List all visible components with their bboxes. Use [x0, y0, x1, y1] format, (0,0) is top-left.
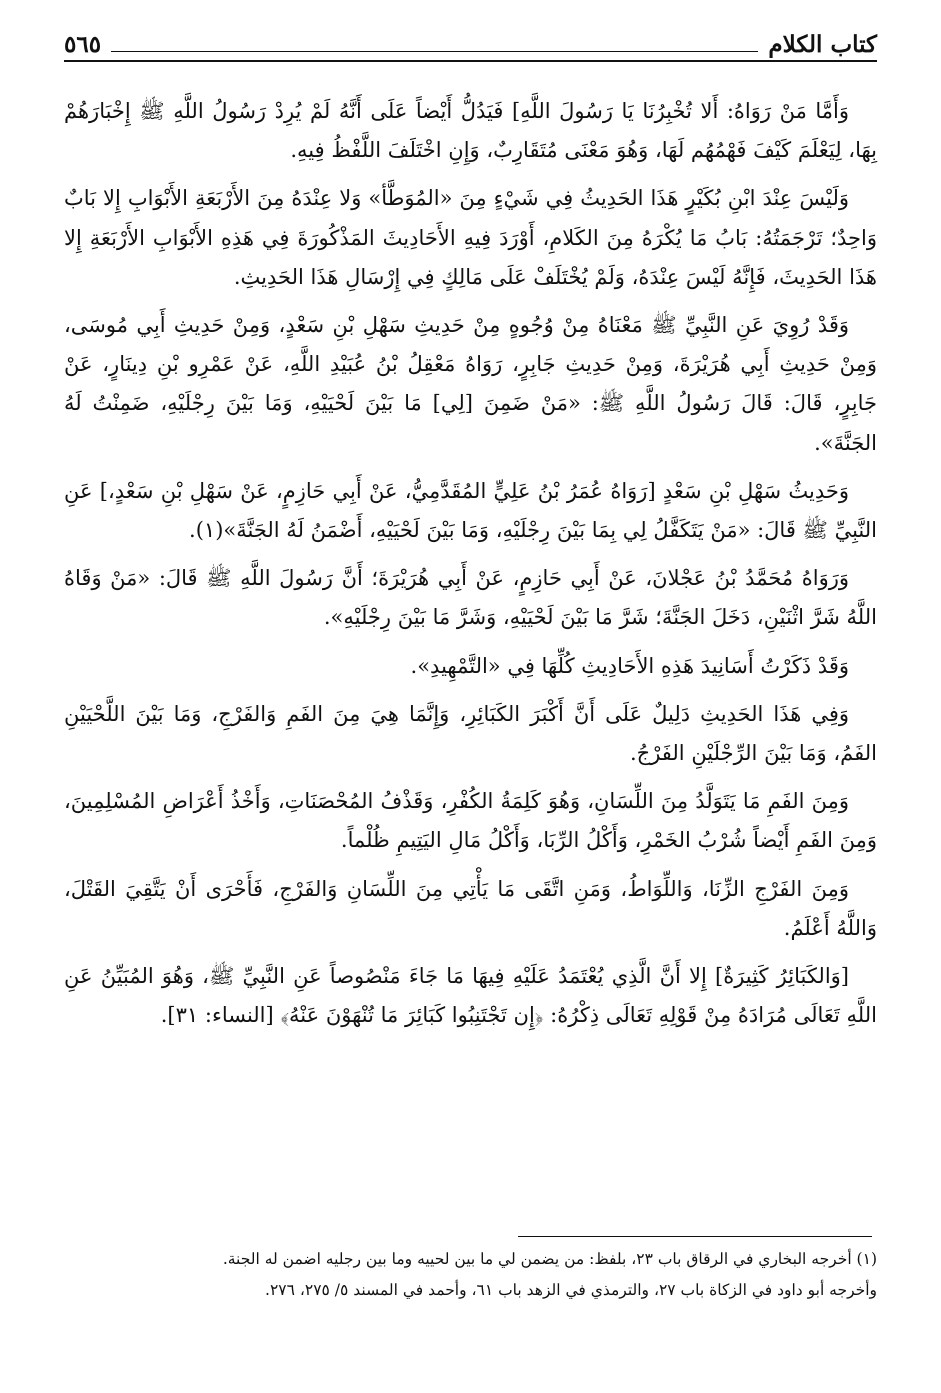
chapter-title: كتاب الكلام [768, 31, 877, 58]
paragraph: وَرَوَاهُ مُحَمَّدُ بْنُ عَجْلانَ، عَنْ أَبِي حَازِمٍ، عَنْ أَبِي هُرَيْرَةَ؛ أَنَّ رَسُولَ اللَّهِ ﷺ قَالَ: «مَنْ وَقَاهُ اللَّهُ شَرَّ اثْنَيْنِ، دَخَلَ الجَنَّةَ؛ شَرَّ مَا بَيْنَ لَحْيَيْهِ، وَشَرَّ مَا بَيْنَ رِجْلَيْهِ». [64, 566, 877, 630]
paragraph: وَلَيْسَ عِنْدَ ابْنِ بُكَيْرٍ هَذَا الحَدِيثُ فِي شَيْءٍ مِنَ «المُوَطَّأ» وَلا عِنْدَهُ مِنَ الأَرْبَعَةِ الأَبْوَابِ إِلا بَابٌ وَاحِدٌ؛ تَرْجَمَتُهُ: بَابُ مَا يُكْرَهُ مِنَ الكَلامِ، أَوْرَدَ فِيهِ الأَحَادِيثَ المَذْكُورَةَ فِي هَذِهِ الأَبْوَابِ الأَرْبَعَةِ إِلا هَذَا الحَدِيثَ، فَإِنَّهُ لَيْسَ عِنْدَهُ، وَلَمْ يُخْتَلَفْ عَلَى مَالِكٍ فِي إِرْسَالِ هَذَا الحَدِيثِ. [64, 186, 877, 289]
footnote-continuation: وأخرجه أبو داود في الزكاة باب ٢٧، والترمذي في الزهد باب ٦١، وأحمد في المسند ٥/ ٢٧٥، ٢٧٦. [265, 1281, 877, 1299]
main-text [64, 92, 877, 1044]
running-header [64, 26, 877, 62]
paragraph: وَأَمَّا مَنْ رَوَاهُ: أَلا تُخْبِرُنَا يَا رَسُولَ اللَّهِ] فَيَدُلُّ أَيْضاً عَلَى أَنَّهُ لَمْ يُرِدْ رَسُولُ اللَّهِ ﷺ إِخْبَارَهُمْ بِهَا، لِيَعْلَمَ كَيْفَ فَهْمُهُم لَهَا، وَهُوَ مَعْنَى مُتَقَارِبٌ، وَإِنِ اخْتَلَفَ اللَّفْظُ فِيهِ. [64, 99, 877, 163]
page-number: ٥٦٥ [64, 31, 102, 58]
paragraph: [وَالكَبَائِرُ كَثِيرَةٌ] إِلا أَنَّ الَّذِي يُعْتَمَدُ عَلَيْهِ فِيهَا مَا جَاءَ مَنْصُوصاً عَنِ النَّبِيِّ ﷺ، وَهُوَ المُبَيِّنُ عَنِ اللَّهِ تَعَالَى مُرَادَهُ مِنْ قَوْلِهِ تَعَالَى ذِكْرُهُ: ﴿إِن تَجْتَنِبُوا كَبَائِرَ مَا تُنْهَوْنَ عَنْهُ﴾ [النساء: ٣١]. [64, 964, 877, 1028]
paragraph: وَمِنَ الفَمِ مَا يَتَوَلَّدُ مِنَ اللِّسَانِ، وَهُوَ كَلِمَةُ الكُفْرِ، وَقَذْفُ المُحْصَنَاتِ، وَأَخْذُ أَعْرَاضِ المُسْلِمِينَ، وَمِنَ الفَمِ أَيْضاً شُرْبُ الخَمْرِ، وَأَكْلُ الرِّبَا، وَأَكْلُ مَالِ اليَتِيمِ ظُلْماً. [64, 789, 877, 853]
footnotes [64, 1244, 877, 1306]
paragraph: وَفِي هَذَا الحَدِيثِ دَلِيلٌ عَلَى أَنَّ أَكْبَرَ الكَبَائِرِ، وَإِنَّمَا هِيَ مِنَ الفَمِ وَالفَرْجِ، وَمَا بَيْنَ اللَّحْيَيْنِ الفَمُ، وَمَا بَيْنَ الرِّجْلَيْنِ الفَرْجُ. [64, 701, 877, 766]
header-rule [111, 51, 758, 52]
footnote-separator [518, 1236, 872, 1237]
paragraph: وَقَدْ ذَكَرْتُ أَسَانِيدَ هَذِهِ الأَحَادِيثِ كُلِّهَا فِي «التَّمْهِيدِ». [410, 653, 849, 678]
paragraph: وَحَدِيثُ سَهْلِ بْنِ سَعْدٍ [رَوَاهُ عُمَرُ بْنُ عَلِيٍّ المُقَدَّمِيُّ، عَنْ أَبِي حَازِمٍ، عَنْ سَهْلِ بْنِ سَعْدٍ،] عَنِ النَّبِيِّ ﷺ قَالَ: «مَنْ يَتَكَفَّلُ لِي بِمَا بَيْنَ رِجْلَيْهِ، وَمَا بَيْنَ لَحْيَيْهِ، أَضْمَنُ لَهُ الجَنَّةَ»(١). [64, 478, 877, 543]
footnote: (١) أخرجه البخاري في الرقاق باب ٢٣، بلفظ: من يضمن لي ما بين لحييه وما بين رجليه اضمن له الجنة. [222, 1250, 877, 1268]
paragraph: وَقَدْ رُوِيَ عَنِ النَّبِيِّ ﷺ مَعْنَاهُ مِنْ وُجُوهٍ مِنْ حَدِيثِ سَهْلِ بْنِ سَعْدٍ، وَمِنْ حَدِيثِ أَبِي مُوسَى، وَمِنْ حَدِيثِ أَبِي هُرَيْرَةَ، وَمِنْ حَدِيثِ جَابِرٍ، رَوَاهُ مَعْقِلُ بْنُ عُبَيْدِ اللَّهِ، عَنْ عَمْرِو بْنِ دِينَارٍ، عَنْ جَابِرٍ، قَالَ: قَالَ رَسُولُ اللَّهِ ﷺ: «مَنْ ضَمِنَ [لِي] مَا بَيْنَ لَحْيَيْهِ، وَمَا بَيْنَ رِجْلَيْهِ، ضَمِنْتُ لَهُ الجَنَّةَ». [64, 313, 877, 455]
paragraph: وَمِنَ الفَرْجِ الزِّنَا، وَاللِّوَاطُ، وَمَنِ اتَّقَى مَا يَأْتِي مِنَ اللِّسَانِ وَالفَرْجِ، فَأَحْرَى أَنْ يَتَّقِيَ القَتْلَ، وَاللَّهُ أَعْلَمُ. [64, 876, 877, 940]
